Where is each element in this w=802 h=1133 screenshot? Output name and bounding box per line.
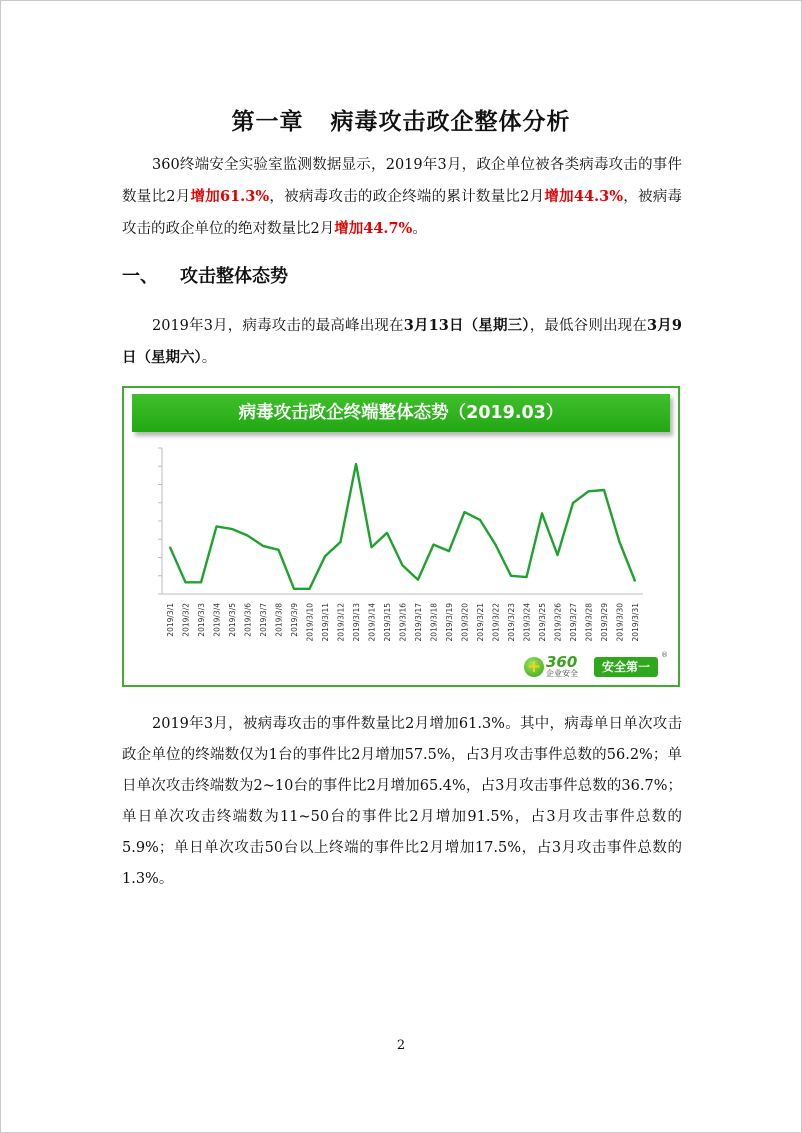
page-number: 2 [396, 1038, 406, 1053]
data-point [417, 579, 419, 581]
x-tick-label: 2019/3/10 [305, 603, 315, 642]
chapter-heading: 病毒攻击政企整体分析 [330, 109, 571, 135]
chart-frame [122, 386, 680, 687]
x-tick-label: 2019/3/20 [460, 603, 470, 642]
line-chart [124, 388, 678, 685]
x-tick-label: 2019/3/13 [352, 603, 361, 642]
x-tick-label: 2019/3/2 [181, 603, 191, 637]
logo-registered-mark: ® [661, 651, 668, 659]
x-tick-label: 2019/3/4 [212, 603, 222, 637]
x-tick-label: 2019/3/8 [274, 603, 284, 637]
data-point [340, 541, 342, 543]
logo-badge: 安全第一 [594, 657, 658, 677]
data-point [557, 554, 559, 556]
x-tick-label: 2019/3/1 [166, 603, 175, 637]
data-point [588, 491, 590, 493]
intro-highlight-2: 增加44.3% [544, 188, 623, 205]
intro-text-4: 。 [412, 221, 427, 237]
logo-plus-icon: + [526, 657, 542, 677]
peak-paragraph [122, 310, 682, 374]
data-point [247, 535, 249, 537]
data-point [526, 576, 528, 578]
chart-title-banner: 病毒攻击政企终端整体态势（2019.03） [132, 394, 670, 432]
data-point [448, 550, 450, 552]
x-tick-label: 2019/3/9 [290, 603, 299, 637]
data-point [402, 565, 404, 567]
intro-highlight-1: 增加61.3% [190, 188, 270, 205]
peak-text-1: 2019年3月，病毒攻击的最高峰出现在 [152, 318, 404, 334]
chapter-title [0, 103, 802, 136]
intro-text-2: ，被病毒攻击的政企终端的累计数量比2月 [269, 189, 545, 205]
x-tick-label: 2019/3/28 [584, 603, 594, 642]
section-number: 一、 [122, 266, 158, 287]
data-point [324, 556, 326, 558]
data-point [185, 582, 187, 584]
x-tick-label: 2019/3/30 [615, 603, 625, 642]
x-tick-label: 2019/3/5 [228, 603, 237, 637]
data-point [541, 513, 543, 515]
x-tick-label: 2019/3/3 [197, 603, 206, 637]
x-tick-label: 2019/3/19 [445, 603, 454, 642]
data-point [371, 546, 373, 548]
x-tick-label: 2019/3/29 [600, 603, 609, 642]
intro-paragraph [122, 150, 682, 245]
data-point [634, 580, 636, 582]
x-tick-label: 2019/3/25 [538, 603, 547, 642]
data-point [293, 588, 295, 590]
data-point [572, 502, 574, 504]
data-point [278, 549, 280, 551]
body-paragraph: 2019年3月，被病毒攻击的事件数量比2月增加61.3%。其中，病毒单日单次攻击政企单位的终端数仅为1台的事件比2月增加57.5%，占3月攻击事件总数的56.2%；单日单次攻击终端数为2~10台的事件比2月增加65.4%，占3月攻击事件总数的36.7%；单日单次攻击终端数为11~50台的事件比2月增加91.5%，占3月攻击事件总数的5.9%；单日单次攻击50台以上终端的事件比2月增加17.5%，占3月攻击事件总数的1.3%。 [122, 716, 682, 887]
data-point [262, 545, 264, 547]
x-tick-label: 2019/3/11 [321, 603, 330, 642]
x-tick-label: 2019/3/6 [243, 603, 253, 637]
chapter-number: 第一章 [231, 109, 304, 135]
x-tick-label: 2019/3/15 [383, 603, 392, 642]
x-tick-label: 2019/3/22 [491, 603, 501, 642]
data-point [200, 582, 202, 584]
x-tick-label: 2019/3/16 [398, 603, 408, 642]
data-point [169, 546, 171, 548]
data-point [386, 532, 388, 534]
x-tick-label: 2019/3/27 [569, 603, 578, 642]
x-tick-label: 2019/3/18 [429, 603, 439, 642]
data-point [619, 541, 621, 543]
intro-text-3: ，被病毒攻击的政企单位的绝对数量比2月 [122, 189, 683, 237]
data-point [231, 528, 233, 530]
data-point [464, 511, 466, 513]
data-point [216, 526, 218, 528]
data-point [495, 544, 497, 546]
peak-bold-1: 3月13日（星期三） [403, 317, 530, 334]
x-tick-label: 2019/3/12 [336, 603, 346, 642]
x-tick-label: 2019/3/7 [259, 603, 268, 637]
intro-text-1: 360终端安全实验室监测数据显示，2019年3月，政企单位被各类病毒攻击的事件数量比2月 [122, 157, 682, 205]
data-point [510, 575, 512, 577]
x-tick-label: 2019/3/23 [507, 603, 516, 642]
section-title: 攻击整体态势 [180, 266, 288, 287]
logo-brand-text: 360 [546, 653, 578, 671]
x-tick-label: 2019/3/31 [631, 603, 640, 642]
data-point [309, 588, 311, 590]
x-tick-label: 2019/3/21 [476, 603, 485, 642]
data-point [479, 519, 481, 521]
section-heading [122, 262, 288, 288]
x-tick-label: 2019/3/26 [553, 603, 563, 642]
data-point [355, 463, 357, 465]
data-point [433, 544, 435, 546]
data-point [603, 489, 605, 491]
peak-bold-2: 3月9日（星期六） [122, 317, 682, 366]
x-tick-label: 2019/3/17 [414, 603, 423, 642]
x-tick-label: 2019/3/14 [367, 603, 377, 642]
peak-text-3: 。 [201, 350, 217, 366]
x-tick-label: 2019/3/24 [522, 603, 532, 642]
series-line [170, 464, 635, 589]
intro-highlight-3: 增加44.7% [334, 220, 413, 237]
peak-text-2: ，最低谷则出现在 [529, 318, 647, 334]
logo-sub-text: 企业安全 [546, 669, 578, 678]
